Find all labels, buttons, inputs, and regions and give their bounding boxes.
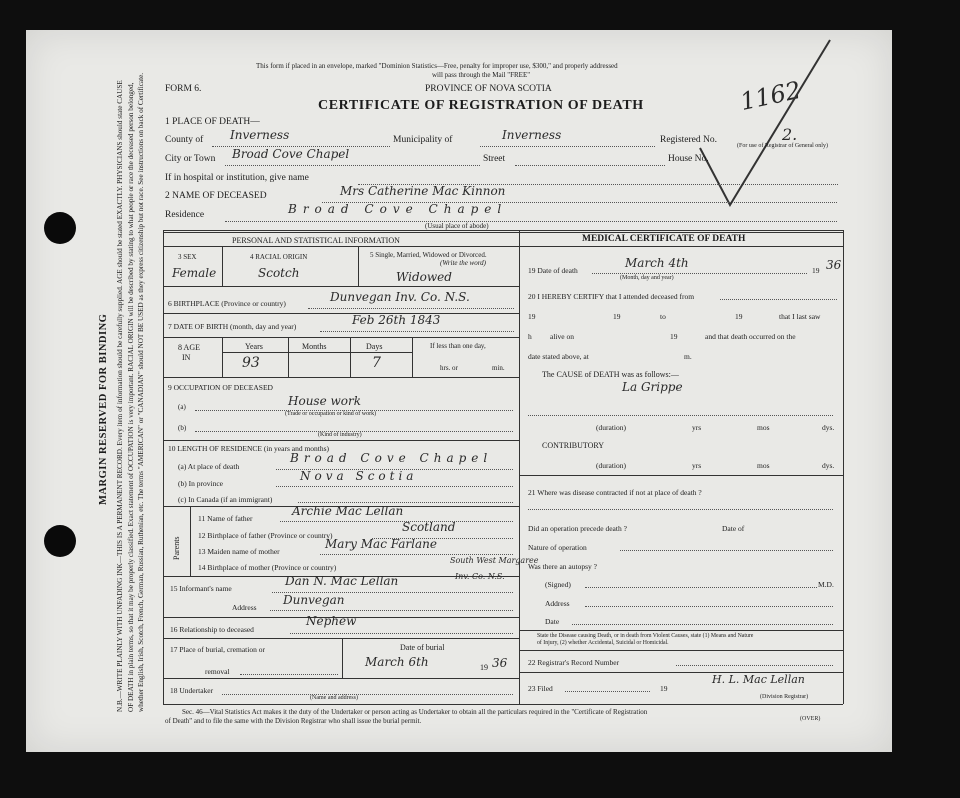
days-label: Days bbox=[366, 342, 383, 351]
binding-hole-bottom bbox=[44, 525, 76, 557]
city-label: City or Town bbox=[165, 154, 216, 164]
mos-label-2: mos bbox=[757, 461, 770, 470]
burial-date: March 6th bbox=[365, 655, 429, 669]
medical-heading: MEDICAL CERTIFICATE OF DEATH bbox=[582, 234, 746, 244]
registered-label: Registered No. bbox=[660, 135, 717, 145]
dob-value: Feb 26th 1843 bbox=[352, 313, 441, 327]
occupation-b-label: (b) bbox=[178, 424, 187, 432]
filed-label: 23 Filed bbox=[528, 684, 553, 693]
removal-label: removal bbox=[205, 667, 230, 676]
deceased-name-label: 2 NAME OF DECEASED bbox=[165, 191, 267, 201]
attend-from-year: 19 bbox=[528, 312, 536, 321]
operation-date-label: Date of bbox=[722, 524, 745, 533]
mother-label: 13 Maiden name of mother bbox=[198, 547, 280, 556]
medical-address-label: Address bbox=[545, 599, 570, 608]
sex-value: Female bbox=[172, 266, 217, 280]
occurred-label: and that death occurred on the bbox=[705, 332, 796, 341]
dys-label-1: dys. bbox=[822, 423, 835, 432]
m-label: m. bbox=[684, 352, 692, 361]
age-in-label: IN bbox=[182, 353, 191, 362]
relationship-label: 16 Relationship to deceased bbox=[170, 625, 254, 634]
medical-date-label: Date bbox=[545, 617, 560, 626]
mother-value: Mary Mac Farlane bbox=[325, 537, 437, 551]
occupation-value: House work bbox=[288, 394, 361, 408]
undertaker-label: 18 Undertaker bbox=[170, 686, 214, 695]
alive-on-19: 19 bbox=[670, 332, 678, 341]
cause-value: La Grippe bbox=[622, 380, 683, 394]
last-saw-label: that I last saw bbox=[779, 312, 821, 321]
mother-birthplace-label: 14 Birthplace of mother (Province or country) bbox=[198, 563, 337, 572]
contracted-label: 21 Where was disease contracted if not at place of death ? bbox=[528, 488, 702, 497]
street-label: Street bbox=[483, 154, 506, 164]
sex-label: 3 SEX bbox=[178, 253, 197, 261]
occupation-label: 9 OCCUPATION OF DECEASED bbox=[168, 383, 273, 392]
yrs-label-1: yrs bbox=[692, 423, 702, 432]
dys-label-2: dys. bbox=[822, 461, 835, 470]
min-label: min. bbox=[492, 364, 505, 372]
duration-label-1: (duration) bbox=[596, 423, 626, 432]
place-of-death-label: 1 PLACE OF DEATH— bbox=[165, 117, 260, 127]
informant-label: 15 Informant's name bbox=[170, 584, 232, 593]
page-title: CERTIFICATE OF REGISTRATION OF DEATH bbox=[318, 98, 644, 113]
father-value: Archie Mac Lellan bbox=[292, 504, 404, 518]
years-label: Years bbox=[245, 342, 263, 351]
industry-note: (Kind of industry) bbox=[318, 432, 362, 438]
father-label: 11 Name of father bbox=[198, 514, 253, 523]
informant-address: Dunvegan bbox=[283, 593, 345, 607]
filed-year: 19 bbox=[660, 684, 668, 693]
envelope-note-2: will pass through the Mail "FREE" bbox=[432, 71, 531, 79]
binding-hole-top bbox=[44, 212, 76, 244]
less-than-day-label: If less than one day, bbox=[430, 342, 486, 350]
burial-label: 17 Place of burial, cremation or bbox=[170, 645, 265, 654]
age-label: 8 AGE bbox=[178, 343, 200, 352]
md-label: M.D. bbox=[818, 580, 834, 589]
res-c-label: (c) In Canada (if an immigrant) bbox=[178, 495, 273, 504]
registrar-signature: H. L. Mac Lellan bbox=[712, 673, 805, 686]
autopsy-label: Was there an autopsy ? bbox=[528, 562, 597, 571]
months-label: Months bbox=[302, 342, 327, 351]
check-mark-icon bbox=[690, 30, 840, 230]
racial-label: 4 RACIAL ORIGIN bbox=[250, 253, 308, 261]
res-a-label: (a) At place of death bbox=[178, 462, 240, 471]
age-years: 93 bbox=[242, 355, 260, 371]
death-date-note: (Month, day and year) bbox=[620, 275, 674, 281]
relationship-value: Nephew bbox=[306, 614, 357, 628]
mos-label-1: mos bbox=[757, 423, 770, 432]
res-b-value: Nova Scotia bbox=[300, 469, 418, 483]
burial-year-prefix: 19 bbox=[480, 663, 488, 672]
signed-label: (Signed) bbox=[545, 580, 571, 589]
hrs-label: hrs. or bbox=[440, 364, 458, 372]
burial-date-label: Date of burial bbox=[400, 643, 445, 652]
attend-to-label: to bbox=[660, 312, 666, 321]
date-stated-label: date stated above, at bbox=[528, 352, 589, 361]
mother-birthplace: South West Margaree bbox=[450, 556, 539, 565]
father-birthplace: Scotland bbox=[402, 520, 456, 534]
death-year: 36 bbox=[826, 258, 842, 272]
marital-note: (Write the word) bbox=[440, 259, 487, 267]
record-number-label: 22 Registrar's Record Number bbox=[528, 658, 620, 667]
yrs-label-2: yrs bbox=[692, 461, 702, 470]
burial-year: 36 bbox=[492, 656, 508, 670]
province-name: PROVINCE OF NOVA SCOTIA bbox=[425, 84, 552, 94]
house-label: House No. bbox=[668, 154, 709, 164]
racial-value: Scotch bbox=[258, 266, 300, 280]
county-value: Inverness bbox=[230, 128, 290, 142]
county-label: County of bbox=[165, 135, 204, 145]
informant-address-label: Address bbox=[232, 603, 257, 612]
state-note-1: State the Disease causing Death, or in death from Violent Causes, state (1) Means and Nature bbox=[537, 633, 754, 639]
over-label: (OVER) bbox=[800, 716, 821, 722]
death-date: March 4th bbox=[625, 256, 689, 270]
form-number: FORM 6. bbox=[165, 84, 202, 94]
parents-label: Parents bbox=[172, 536, 181, 560]
cause-label: The CAUSE of DEATH was as follows:— bbox=[542, 370, 679, 379]
operation-label: Did an operation precede death ? bbox=[528, 524, 627, 533]
residence-value: Broad Cove Chapel bbox=[288, 202, 508, 216]
occupation-a-label: (a) bbox=[178, 403, 186, 411]
informant-extra: Inv. Co. N.S. bbox=[455, 572, 505, 581]
registered-note: (For use of Registrar of General only) bbox=[737, 143, 828, 149]
death-date-label: 19 Date of death bbox=[528, 266, 578, 275]
nature-label: Nature of operation bbox=[528, 543, 587, 552]
res-a-value: Broad Cove Chapel bbox=[290, 451, 493, 465]
attend-to-19: 19 bbox=[735, 312, 743, 321]
marital-label: 5 Single, Married, Widowed or Divorced. bbox=[370, 251, 487, 259]
hospital-label: If in hospital or institution, give name bbox=[165, 173, 309, 183]
dob-label: 7 DATE OF BIRTH (month, day and year) bbox=[168, 322, 297, 331]
birthplace-value: Dunvegan Inv. Co. N.S. bbox=[330, 290, 470, 304]
trade-note: (Trade or occupation or kind of work) bbox=[285, 411, 377, 417]
residence-label: Residence bbox=[165, 210, 205, 220]
alive-on-label: alive on bbox=[550, 332, 574, 341]
contributory-label: CONTRIBUTORY bbox=[542, 441, 605, 450]
res-b-label: (b) In province bbox=[178, 479, 223, 488]
attend-from-19: 19 bbox=[613, 312, 621, 321]
certify-text: 20 I HEREBY CERTIFY that I attended deceased from bbox=[528, 292, 695, 301]
death-year-prefix: 19 bbox=[812, 266, 820, 275]
margin-instructions: N.B.—WRITE PLAINLY WITH UNFADING INK—THIS IS A PERMANENT RECORD. Every item of information should be carefully supplied. AGE should be stated EXACTLY. PHYSICIANS should state CAUSE OF DEATH in plain terms, so that it may be properly classified. Exact statement of OCCUPATION is very important. RACIAL ORIGIN will be described by stating to what people or race the deceased person belonged, whether English, Irish, Scotch, French, German, Russian, Ruthenian, etc. The terms "AMERICAN" or "CANADIAN" should NOT BE USED as they express citizenship but not race. See instructions on back of Certificate. bbox=[116, 72, 145, 712]
municipality-label: Municipality of bbox=[393, 135, 453, 145]
father-birthplace-label: 12 Birthplace of father (Province or country) bbox=[198, 531, 333, 540]
deceased-name: Mrs Catherine Mac Kinnon bbox=[340, 184, 506, 198]
birthplace-label: 6 BIRTHPLACE (Province or country) bbox=[168, 299, 286, 308]
margin-binding-label: MARGIN RESERVED FOR BINDING bbox=[98, 313, 109, 505]
division-registrar-label: (Division Registrar) bbox=[760, 694, 809, 700]
undertaker-note: (Name and address) bbox=[310, 695, 358, 701]
residence-length-label: 10 LENGTH OF RESIDENCE (in years and months) bbox=[168, 444, 330, 453]
municipality-value: Inverness bbox=[502, 128, 562, 142]
marital-value: Widowed bbox=[396, 270, 452, 284]
registered-number: 2. bbox=[782, 125, 798, 144]
city-value: Broad Cove Chapel bbox=[232, 147, 350, 161]
footer-sec-1: Sec. 46—Vital Statistics Act makes it the duty of the Undertaker or person acting as Undertaker to obtain all the particulars required in the "Certificate of Registration bbox=[182, 708, 648, 716]
informant-value: Dan N. Mac Lellan bbox=[285, 574, 399, 588]
envelope-note: This form if placed in an envelope, marked "Dominion Statistics—Free, penalty for improper use, $300," and properly addressed bbox=[256, 62, 618, 70]
personal-heading: PERSONAL AND STATISTICAL INFORMATION bbox=[232, 236, 400, 245]
duration-label-2: (duration) bbox=[596, 461, 626, 470]
usual-place-note: (Usual place of abode) bbox=[425, 222, 489, 230]
age-days: 7 bbox=[372, 355, 381, 371]
h-label: h bbox=[528, 332, 532, 341]
state-note-2: of Injury, (2) whether Accidental, Suicidal or Homicidal. bbox=[537, 640, 669, 646]
footer-sec-2: of Death" and to file the same with the Division Registrar who shall issue the burial permit. bbox=[165, 717, 422, 725]
record-stamp-number: 1162 bbox=[737, 75, 804, 117]
